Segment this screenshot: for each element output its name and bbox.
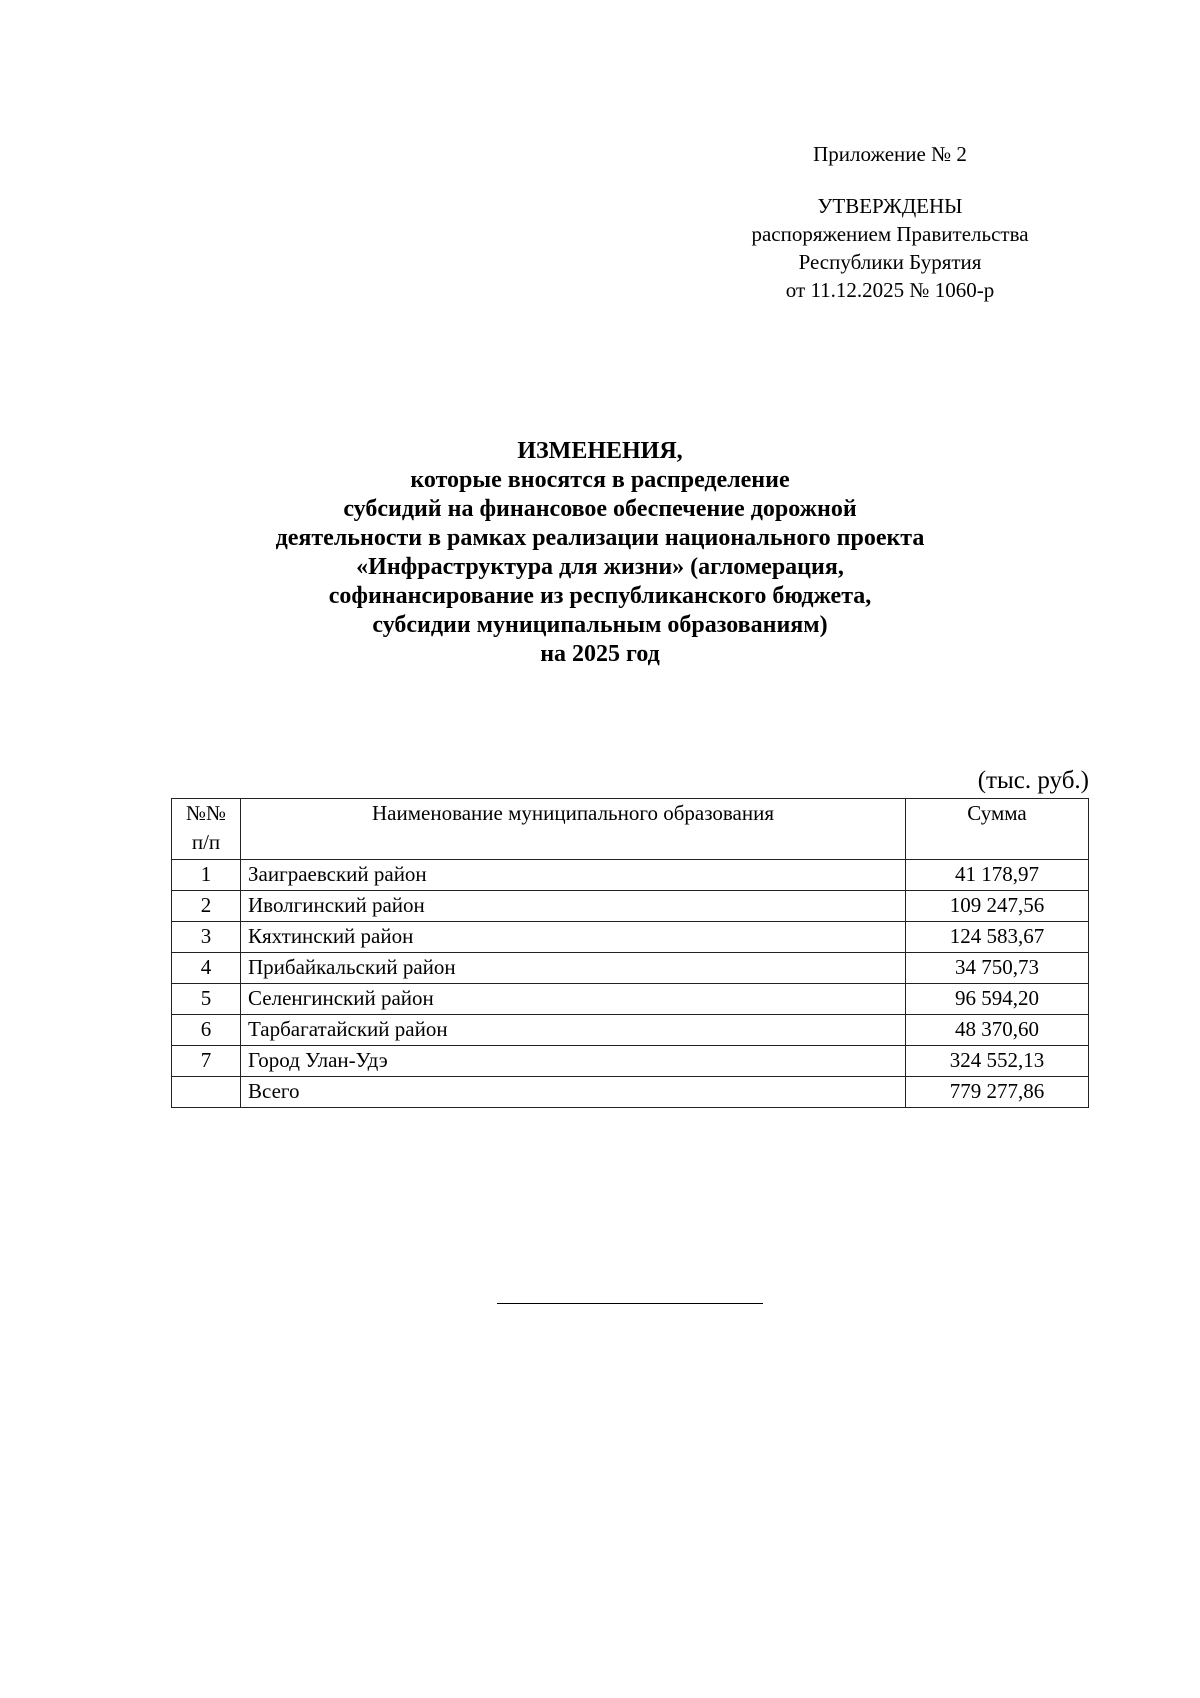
header-sum: Сумма [906,799,1089,860]
spacer [700,168,1080,192]
title-line: софинансирование из республиканского бюджета, [328,583,872,609]
approval-block [700,140,1080,304]
row-number: 5 [172,984,241,1015]
table-row [172,860,1089,891]
total-number [172,1077,241,1108]
row-number: 3 [172,922,241,953]
row-number: 7 [172,1046,241,1077]
row-sum: 41 178,97 [906,860,1089,891]
header-name: Наименование муниципального образования [241,799,906,860]
title-line: «Инфраструктура для жизни» (агломерация, [356,554,844,580]
title-line: ИЗМЕНЕНИЯ, [517,438,683,464]
total-label: Всего [241,1077,906,1108]
title-line: деятельности в рамках реализации национального проекта [275,525,925,551]
row-number: 1 [172,860,241,891]
row-sum: 96 594,20 [906,984,1089,1015]
row-sum: 48 370,60 [906,1015,1089,1046]
header-number-line: №№ [185,801,227,825]
approval-date-number: от 11.12.2025 № 1060-р [785,278,995,302]
total-row [172,1077,1089,1108]
closing-divider [497,1303,763,1304]
row-number: 4 [172,953,241,984]
total-sum: 779 277,86 [906,1077,1089,1108]
row-name: Город Улан-Удэ [241,1046,906,1077]
table-row [172,1015,1089,1046]
row-name: Кяхтинский район [241,922,906,953]
row-name: Прибайкальский район [241,953,906,984]
distribution-table [171,798,1089,1108]
row-number: 2 [172,891,241,922]
table-row [172,953,1089,984]
row-name: Заиграевский район [241,860,906,891]
approved-label: УТВЕРЖДЕНЫ [817,194,963,218]
approval-line: Республики Бурятия [798,250,982,274]
table-row [172,984,1089,1015]
row-sum: 324 552,13 [906,1046,1089,1077]
row-sum: 124 583,67 [906,922,1089,953]
table-header-row [172,799,1089,860]
header-number [172,799,241,860]
title-line: субсидий на финансовое обеспечение дорожной [343,496,857,522]
document-title [0,437,1200,669]
row-sum: 34 750,73 [906,953,1089,984]
table-row [172,891,1089,922]
table-row [172,922,1089,953]
row-name: Селенгинский район [241,984,906,1015]
row-name: Иволгинский район [241,891,906,922]
header-number-line: п/п [191,830,221,854]
title-line: на 2025 год [540,641,660,667]
approval-line: распоряжением Правительства [751,222,1029,246]
row-number: 6 [172,1015,241,1046]
unit-label: (тыс. руб.) [977,767,1089,794]
table-row [172,1046,1089,1077]
appendix-label: Приложение № 2 [813,142,967,166]
title-line: которые вносятся в распределение [410,467,790,493]
title-line: субсидии муниципальным образованиям) [372,612,828,638]
row-name: Тарбагатайский район [241,1015,906,1046]
row-sum: 109 247,56 [906,891,1089,922]
